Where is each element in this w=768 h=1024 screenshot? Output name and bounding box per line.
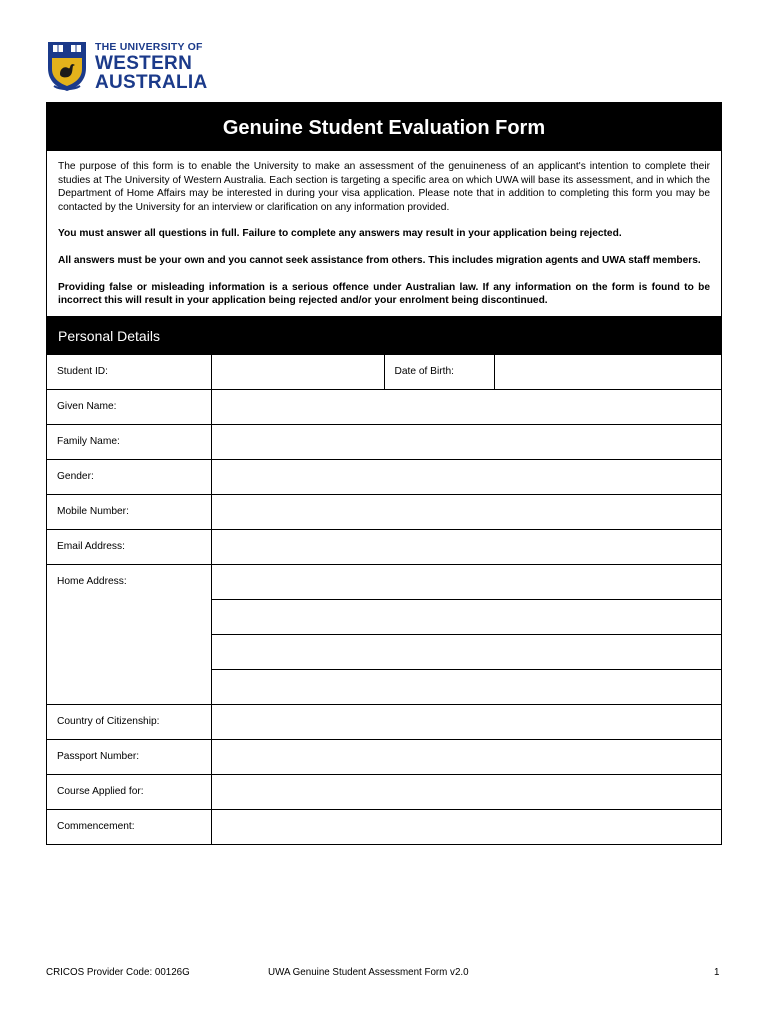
form-introduction bbox=[47, 151, 721, 317]
table-row bbox=[47, 704, 721, 739]
given-name-label: Given Name: bbox=[47, 389, 211, 424]
family-name-label: Family Name: bbox=[47, 424, 211, 459]
date-of-birth-field[interactable] bbox=[494, 355, 721, 390]
table-row bbox=[47, 459, 721, 494]
student-id-field[interactable] bbox=[211, 355, 384, 390]
course-applied-for-label: Course Applied for: bbox=[47, 774, 211, 809]
email-address-field[interactable] bbox=[211, 529, 721, 564]
email-address-label: Email Address: bbox=[47, 529, 211, 564]
date-of-birth-label: Date of Birth: bbox=[384, 355, 494, 390]
logo-line-3: AUSTRALIA bbox=[95, 71, 208, 93]
course-applied-for-field[interactable] bbox=[211, 774, 721, 809]
gender-field[interactable] bbox=[211, 459, 721, 494]
table-row bbox=[47, 494, 721, 529]
mobile-number-label: Mobile Number: bbox=[47, 494, 211, 529]
commencement-label: Commencement: bbox=[47, 809, 211, 844]
home-address-label: Home Address: bbox=[47, 564, 211, 704]
mobile-number-field[interactable] bbox=[211, 494, 721, 529]
passport-number-label: Passport Number: bbox=[47, 739, 211, 774]
intro-paragraph-purpose: The purpose of this form is to enable the University to make an assessment of the genuineness of an applicant's intention to complete their studies at The University of Western Australia. Each section is targeting a specific area on which UWA will base its assessment, and in which the Department of Home Affairs may be interested in during your visa application. Please note that in addition to completing this form you may be contacted by the University for an interview or clarification on any information provided. bbox=[58, 161, 710, 213]
country-of-citizenship-label: Country of Citizenship: bbox=[47, 704, 211, 739]
intro-paragraph-false-info: Providing false or misleading information is a serious offence under Australian law. If any information on the form is found to be incorrect this will result in your application being rejected and/or your enrolment being discontinued. bbox=[58, 281, 710, 307]
university-logo bbox=[46, 40, 206, 92]
form-title: Genuine Student Evaluation Form bbox=[47, 103, 721, 151]
table-row bbox=[47, 739, 721, 774]
university-name bbox=[95, 42, 207, 92]
footer-page-number: 1 bbox=[714, 967, 720, 978]
table-row bbox=[47, 809, 721, 844]
university-crest-icon bbox=[46, 40, 88, 92]
table-row bbox=[47, 424, 721, 459]
gender-label: Gender: bbox=[47, 459, 211, 494]
personal-details-table bbox=[47, 355, 721, 844]
given-name-field[interactable] bbox=[211, 389, 721, 424]
family-name-field[interactable] bbox=[211, 424, 721, 459]
table-row bbox=[47, 355, 721, 390]
evaluation-form bbox=[46, 102, 722, 845]
country-of-citizenship-field[interactable] bbox=[211, 704, 721, 739]
home-address-line-4-field[interactable] bbox=[211, 669, 721, 704]
home-address-line-3-field[interactable] bbox=[211, 634, 721, 669]
table-row bbox=[47, 564, 721, 599]
section-title-personal-details: Personal Details bbox=[47, 317, 721, 355]
intro-paragraph-own-answers: All answers must be your own and you cannot seek assistance from others. This includes migration agents and UWA staff members. bbox=[58, 254, 701, 266]
table-row bbox=[47, 389, 721, 424]
logo-line-2: WESTERN bbox=[95, 52, 193, 74]
commencement-field[interactable] bbox=[211, 809, 721, 844]
home-address-line-1-field[interactable] bbox=[211, 564, 721, 599]
passport-number-field[interactable] bbox=[211, 739, 721, 774]
home-address-line-2-field[interactable] bbox=[211, 599, 721, 634]
student-id-label: Student ID: bbox=[47, 355, 211, 390]
logo-line-1: THE UNIVERSITY OF bbox=[95, 41, 203, 53]
footer-form-name: UWA Genuine Student Assessment Form v2.0 bbox=[268, 967, 469, 978]
table-row bbox=[47, 529, 721, 564]
table-row bbox=[47, 774, 721, 809]
intro-paragraph-answer-all: You must answer all questions in full. Failure to complete any answers may result in your application being rejected. bbox=[58, 228, 622, 240]
footer-cricos-code: CRICOS Provider Code: 00126G bbox=[46, 967, 190, 978]
